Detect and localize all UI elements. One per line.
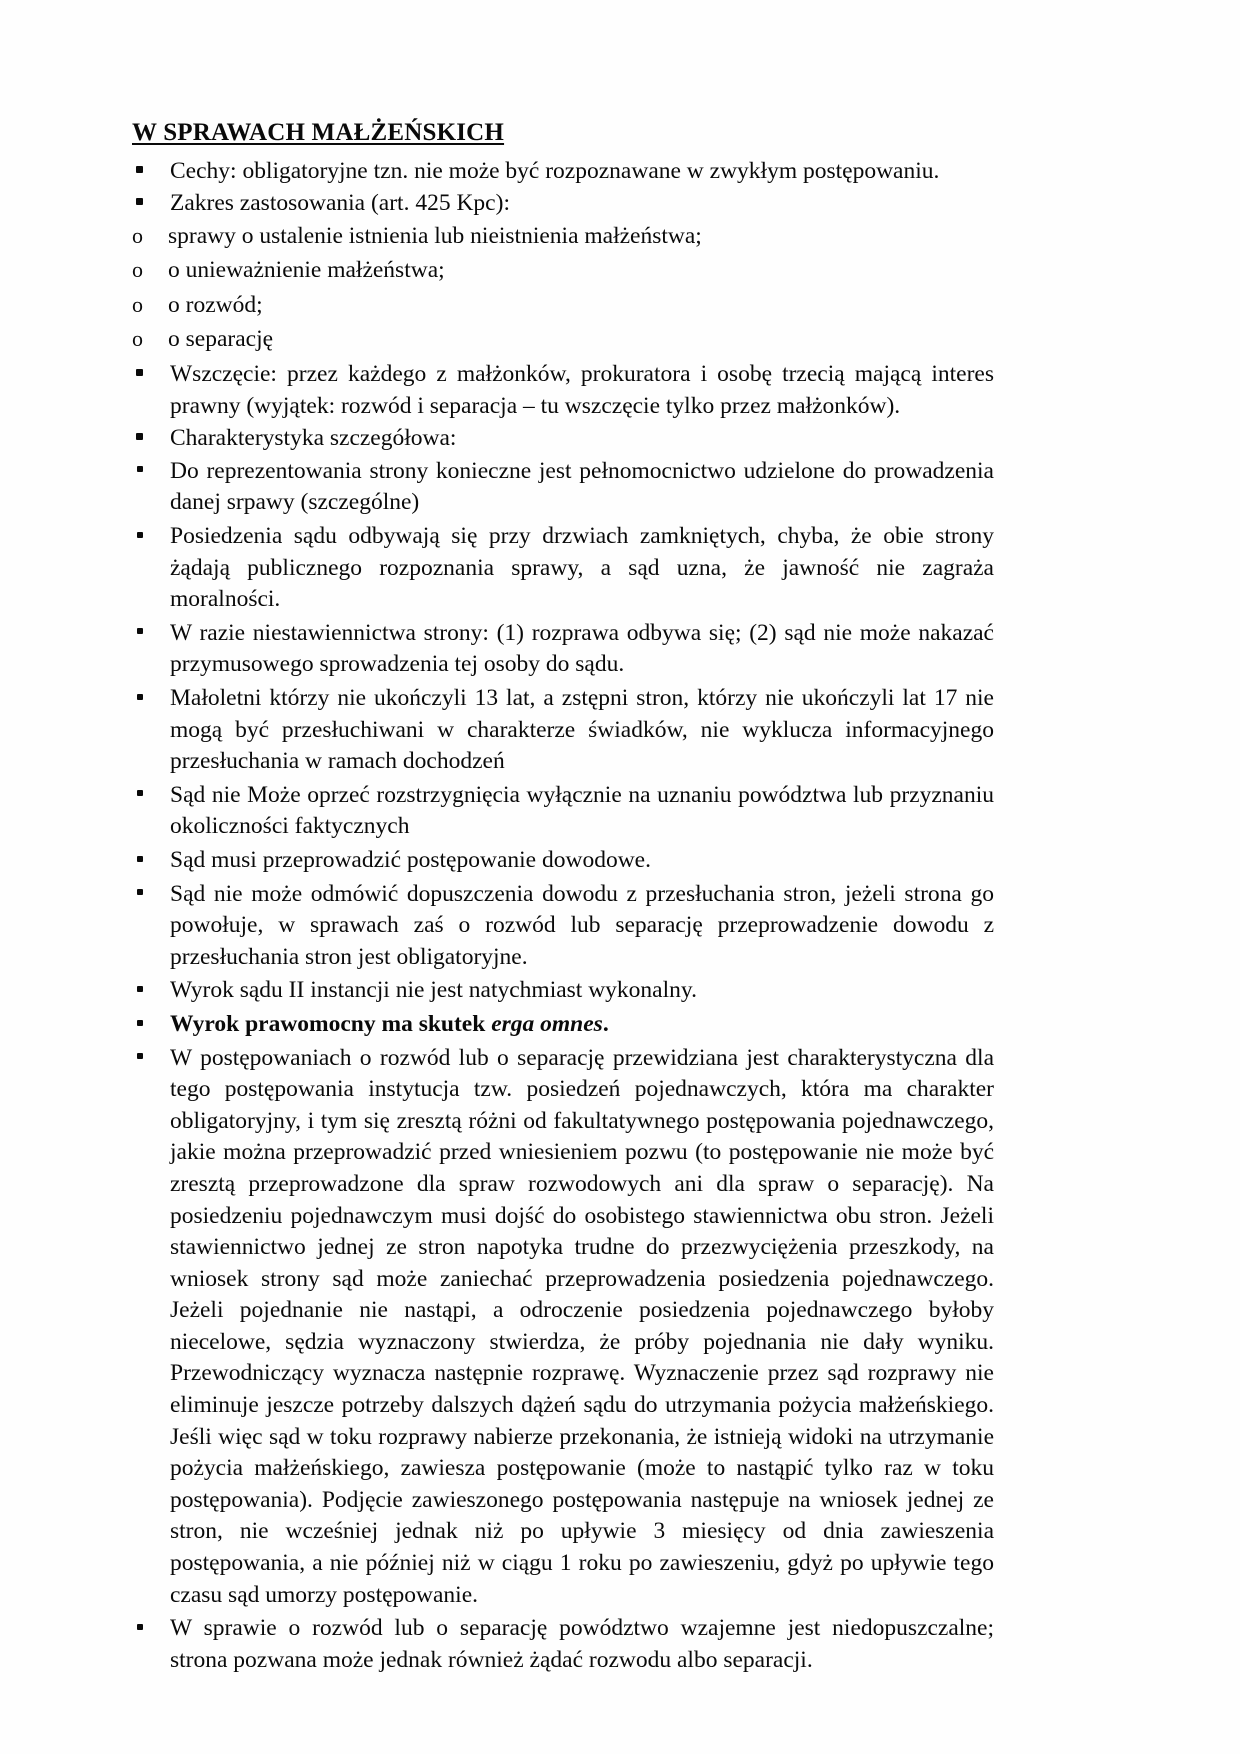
list-item-posiedzenia-niejawne <box>132 521 994 616</box>
list-item-postepowanie-dowodowe <box>132 845 994 877</box>
list-item-charakterystyka <box>132 423 994 455</box>
square-bullet-icon <box>132 188 166 220</box>
list-item-maloletni-swiadkowie <box>132 683 994 778</box>
list-item-powodztwo-wzajemne <box>132 1613 994 1676</box>
list-item-zakres <box>132 188 994 220</box>
square-bullet-icon <box>132 975 166 1007</box>
square-bullet-icon <box>132 780 166 812</box>
square-bullet-icon <box>132 683 166 715</box>
list-item-cechy <box>132 156 994 188</box>
list-item-dowod-z-przesluchania <box>132 879 994 974</box>
erga-omnes-prefix: Wyrok prawomocny ma skutek <box>170 1010 492 1037</box>
list-item-text: Sąd nie Może oprzeć rozstrzygnięcia wyłącznie na uznaniu powództwa lub przyznaniu okoliczności faktycznych <box>170 781 994 840</box>
list-item-text: Wyrok sądu II instancji nie jest natychmiast wykonalny. <box>170 977 697 1004</box>
list-item-wszczecie <box>132 359 994 422</box>
list-item-rozwod <box>132 290 994 322</box>
list-item-text: Sąd musi przeprowadzić postępowanie dowodowe. <box>170 846 651 873</box>
square-bullet-icon <box>132 1009 166 1041</box>
list-item-text: W postępowaniach o rozwód lub o separację przewidziana jest charakterystyczna dla tego postępowania instytucja tzw. posiedzeń pojednawczych, która ma charakter obligatoryjny, i tym się zresztą różni od fakultatywnego postępowania pojednawczego, jakie można przeprowadzić przed wniesieniem pozwu (to postępowanie nie może być zresztą przeprowadzone dla spraw rozwodowych ani dla spraw o separację). Na posiedzeniu pojednawczym musi dojść do osobistego stawiennictwa obu stron. Jeżeli stawiennictwo jednej ze stron napotyka trudne do przezwyciężenia przeszkody, na wniosek strony sąd może zaniechać przeprowadzenia posiedzenia pojednawczego. Jeżeli pojednanie nie nastąpi, a odroczenie posiedzenia pojednawczego byłoby niecelowe, sędzia wyznaczony stwierdza, że próby pojednania nie dały wyniku. Przewodniczący wyznacza następnie rozprawę. Wyznaczenie przez sąd rozprawy nie eliminuje jeszcze potrzeby dalszych dążeń sądu do utrzymania pożycia małżeńskiego. Jeśli więc sąd w toku rozprawy nabierze przekonania, że istnieją widoki na utrzymanie pożycia małżeńskiego, zawiesza postępowanie (może to nastąpić tylko raz w toku postępowania). Podjęcie zawieszonego postępowania następuje na wniosek jednej ze stron, nie wcześniej jednak niż po upływie 3 miesięcy od dnia zawieszenia postępowania, a nie później niż w ciągu 1 roku po zawieszeniu, gdyż po upływie tego czasu sąd umorzy postępowanie. <box>170 1044 994 1608</box>
list-item-erga-omnes <box>132 1009 994 1041</box>
circle-bullet-icon: o <box>132 326 143 352</box>
square-bullet-icon <box>132 1043 166 1075</box>
charakterystyka-sublist <box>132 456 994 1677</box>
erga-omnes-suffix: . <box>602 1010 609 1037</box>
list-item-text: Małoletni którzy nie ukończyli 13 lat, a zstępni stron, którzy nie ukończyli lat 17 nie mogą być przesłuchiwani w charakterze świadków, nie wyklucza informacyjnego przesłuchania w ramach dochodzeń <box>170 685 994 775</box>
list-item-text: o rozwód; <box>168 291 263 318</box>
list-item-text: W sprawie o rozwód lub o separację powództwo wzajemne jest niedopuszczalne; strona pozwana może jednak również żądać rozwodu albo separacji. <box>170 1615 994 1673</box>
square-bullet-icon <box>132 521 166 553</box>
list-item-text: o separację <box>168 326 274 353</box>
list-item-text: Do reprezentowania strony konieczne jest pełnomocnictwo udzielone do prowadzenia danej srpawy (szczególne) <box>170 457 994 516</box>
document-body <box>132 118 994 1678</box>
list-item-pelnomocnictwo <box>132 456 994 519</box>
list-item-uznanie-powodztwa <box>132 780 994 843</box>
list-item-text: Sąd nie może odmówić dopuszczenia dowodu z przesłuchania stron, jeżeli strona go powołuje, w sprawach zaś o rozwód lub separację przeprowadzenie dowodu z przesłuchania stron jest obligatoryjne. <box>170 880 994 970</box>
list-item-text: Zakres zastosowania (art. 425 Kpc): <box>170 190 510 217</box>
page-title: W SPRAWACH MAŁŻEŃSKICH <box>132 119 505 146</box>
list-item-uniewaznienie <box>132 255 994 287</box>
list-item-wyrok-ii-instancji <box>132 975 994 1007</box>
zakres-sublist <box>132 221 994 356</box>
list-item-niestawiennictwo <box>132 618 994 681</box>
list-item-sprawy-ustalenie <box>132 221 994 253</box>
circle-bullet-icon: o <box>132 222 143 248</box>
circle-bullet-icon: o <box>132 291 143 317</box>
square-bullet-icon <box>132 618 166 650</box>
square-bullet-icon <box>132 156 166 188</box>
list-item-text: Charakterystyka szczegółowa: <box>170 425 457 452</box>
list-item-text: o unieważnienie małżeństwa; <box>168 257 445 284</box>
list-item-text: sprawy o ustalenie istnienia lub nieistnienia małżeństwa; <box>168 222 702 249</box>
circle-bullet-icon: o <box>132 257 143 283</box>
erga-omnes-latin-phrase: erga omnes <box>491 1010 603 1037</box>
list-item-text: W razie niestawiennictwa strony: (1) rozprawa odbywa się; (2) sąd nie może nakazać przymusowego sprowadzenia tej osoby do sądu. <box>170 619 994 678</box>
list-item-text: Wszczęcie: przez każdego z małżonków, prokuratora i osobę trzecią mającą interes prawny (wyjątek: rozwód i separacja – tu wszczęcie tylko przez małżonków). <box>170 361 994 419</box>
list-item-separacja <box>132 324 994 356</box>
square-bullet-icon <box>132 1613 166 1645</box>
square-bullet-icon <box>132 845 166 877</box>
square-bullet-icon <box>132 423 166 455</box>
list-item-posiedzenia-pojednawcze <box>132 1043 994 1612</box>
square-bullet-icon <box>132 879 166 911</box>
list-item-text: Cechy: obligatoryjne tzn. nie może być rozpoznawane w zwykłym postępowaniu. <box>170 157 940 184</box>
square-bullet-icon <box>132 456 166 488</box>
list-item-text: Posiedzenia sądu odbywają się przy drzwiach zamkniętych, chyba, że obie strony żądają publicznego rozpoznania sprawy, a sąd uzna, że jawność nie zagraża moralności. <box>170 523 994 613</box>
list-item-text <box>170 1009 994 1041</box>
main-bullet-list <box>132 156 994 1677</box>
square-bullet-icon <box>132 359 166 391</box>
